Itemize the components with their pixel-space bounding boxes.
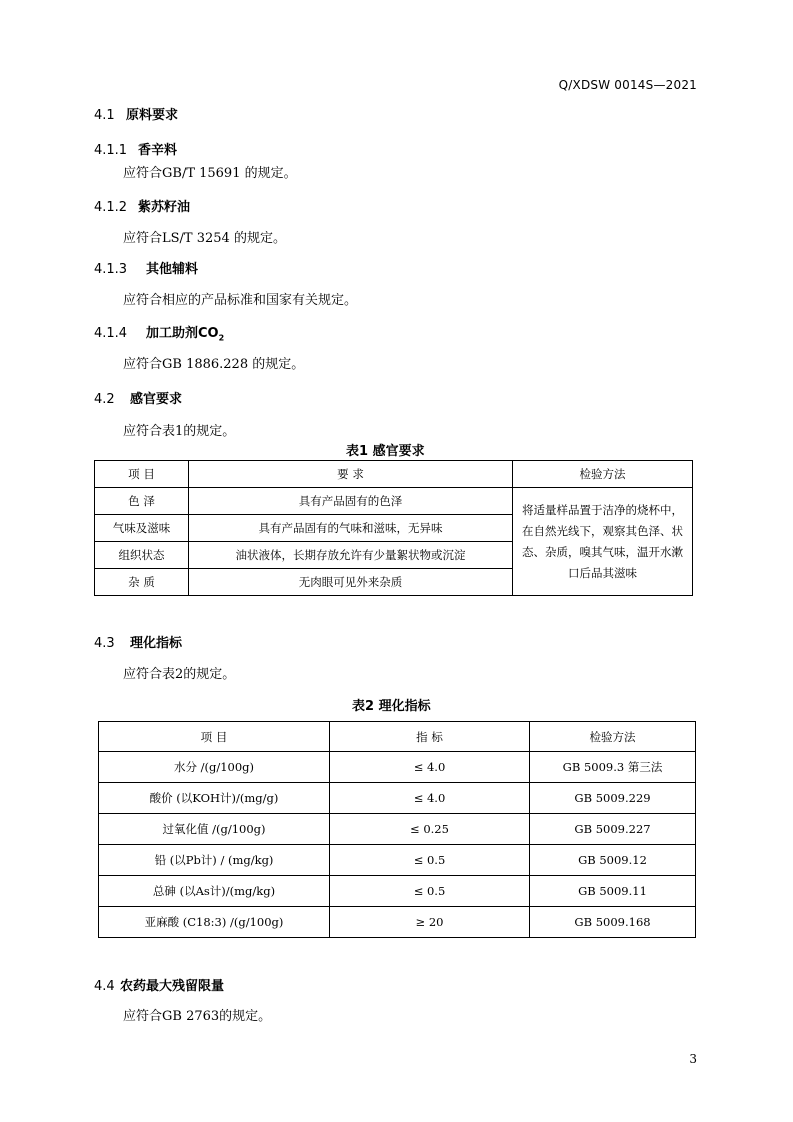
paragraph-4-1-3: 应符合相应的产品标准和国家有关规定。	[123, 293, 358, 308]
heading-number: 4.4	[94, 979, 115, 994]
table-cell-method: GB 5009.168	[530, 907, 696, 938]
heading-4-1-4	[94, 322, 224, 343]
table-cell-value: ≤ 4.0	[330, 783, 530, 814]
table-cell-requirement: 油状液体，长期存放允许有少量絮状物或沉淀	[189, 542, 513, 569]
heading-4-1	[94, 104, 178, 123]
method-line: 态、杂质，嗅其气味，温开水漱	[522, 544, 683, 559]
table-cell-value: ≤ 4.0	[330, 752, 530, 783]
table-cell-method: GB 5009.229	[530, 783, 696, 814]
heading-title: 原料要求	[126, 108, 179, 123]
heading-4-1-3	[94, 258, 198, 277]
heading-number: 4.1.2	[94, 200, 128, 215]
paragraph-4-4: 应符合GB 2763的规定。	[123, 1009, 272, 1024]
heading-title: 农药最大残留限量	[120, 979, 225, 994]
page-number: 3	[689, 1052, 697, 1066]
table-row	[99, 783, 696, 814]
table-cell-item: 总砷 (以As计)/(mg/kg)	[99, 876, 330, 907]
heading-title: 加工助剂CO	[146, 326, 219, 341]
table-header-cell: 项 目	[99, 722, 330, 752]
paragraph-4-1-2: 应符合LS/T 3254 的规定。	[123, 231, 286, 246]
heading-number: 4.2	[94, 392, 115, 407]
table-cell-method	[513, 488, 693, 596]
heading-4-1-2	[94, 196, 190, 215]
paragraph-4-1-1: 应符合GB/T 15691 的规定。	[123, 166, 297, 181]
heading-number: 4.1.4	[94, 326, 128, 341]
heading-4-4	[94, 975, 224, 994]
table-header-cell: 项 目	[95, 461, 189, 488]
heading-title: 紫苏籽油	[138, 200, 191, 215]
heading-title: 其他辅料	[146, 262, 199, 277]
table-row	[99, 814, 696, 845]
table-cell-item: 杂 质	[95, 569, 189, 596]
table-row	[99, 845, 696, 876]
table1-caption: 表1 感官要求	[346, 444, 425, 459]
paragraph-4-1-4: 应符合GB 1886.228 的规定。	[123, 357, 305, 372]
table-cell-method: GB 5009.12	[530, 845, 696, 876]
physicochemical-table	[98, 721, 696, 938]
table-row	[99, 752, 696, 783]
table-header-cell: 指 标	[330, 722, 530, 752]
table-cell-requirement: 具有产品固有的气味和滋味，无异味	[189, 515, 513, 542]
table-cell-value: ≥ 20	[330, 907, 530, 938]
table-cell-item: 色 泽	[95, 488, 189, 515]
document-code: Q/XDSW 0014S—2021	[558, 78, 697, 92]
table-row	[99, 876, 696, 907]
table-header-cell: 检验方法	[513, 461, 693, 488]
table-cell-method: GB 5009.227	[530, 814, 696, 845]
table-cell-item: 酸价 (以KOH计)/(mg/g)	[99, 783, 330, 814]
paragraph-4-3: 应符合表2的规定。	[123, 667, 236, 682]
table-cell-item: 气味及滋味	[95, 515, 189, 542]
table-cell-method: GB 5009.11	[530, 876, 696, 907]
table-cell-item: 水分 /(g/100g)	[99, 752, 330, 783]
heading-title-subscript: 2	[218, 333, 225, 343]
table-cell-value: ≤ 0.5	[330, 876, 530, 907]
heading-title: 感官要求	[130, 392, 183, 407]
table-row	[99, 907, 696, 938]
table-header-row	[99, 722, 696, 752]
table2-caption: 表2 理化指标	[352, 699, 431, 714]
table-cell-method: GB 5009.3 第三法	[530, 752, 696, 783]
table-cell-item: 亚麻酸 (C18:3) /(g/100g)	[99, 907, 330, 938]
heading-4-2	[94, 388, 182, 407]
heading-4-1-1	[94, 139, 177, 158]
table-cell-requirement: 具有产品固有的色泽	[189, 488, 513, 515]
table-cell-item: 组织状态	[95, 542, 189, 569]
table-row	[95, 488, 693, 515]
table-cell-requirement: 无肉眼可见外来杂质	[189, 569, 513, 596]
heading-title: 理化指标	[130, 636, 183, 651]
heading-title: 香辛料	[138, 143, 178, 158]
heading-number: 4.1	[94, 108, 115, 123]
heading-4-3	[94, 632, 182, 651]
method-line: 将适量样品置于洁净的烧杯中，	[522, 502, 683, 517]
paragraph-4-2: 应符合表1的规定。	[123, 424, 236, 439]
heading-number: 4.1.1	[94, 143, 128, 158]
heading-number: 4.3	[94, 636, 115, 651]
table-header-cell: 检验方法	[530, 722, 696, 752]
table-cell-value: ≤ 0.5	[330, 845, 530, 876]
table-cell-item: 铅 (以Pb计) / (mg/kg)	[99, 845, 330, 876]
heading-number: 4.1.3	[94, 262, 128, 277]
sensory-requirements-table	[94, 460, 693, 596]
table-header-row	[95, 461, 693, 488]
table-cell-value: ≤ 0.25	[330, 814, 530, 845]
method-line: 口后品其滋味	[568, 565, 637, 580]
method-line: 在自然光线下，观察其色泽、状	[522, 523, 683, 538]
table-header-cell: 要 求	[189, 461, 513, 488]
table-cell-item: 过氧化值 /(g/100g)	[99, 814, 330, 845]
